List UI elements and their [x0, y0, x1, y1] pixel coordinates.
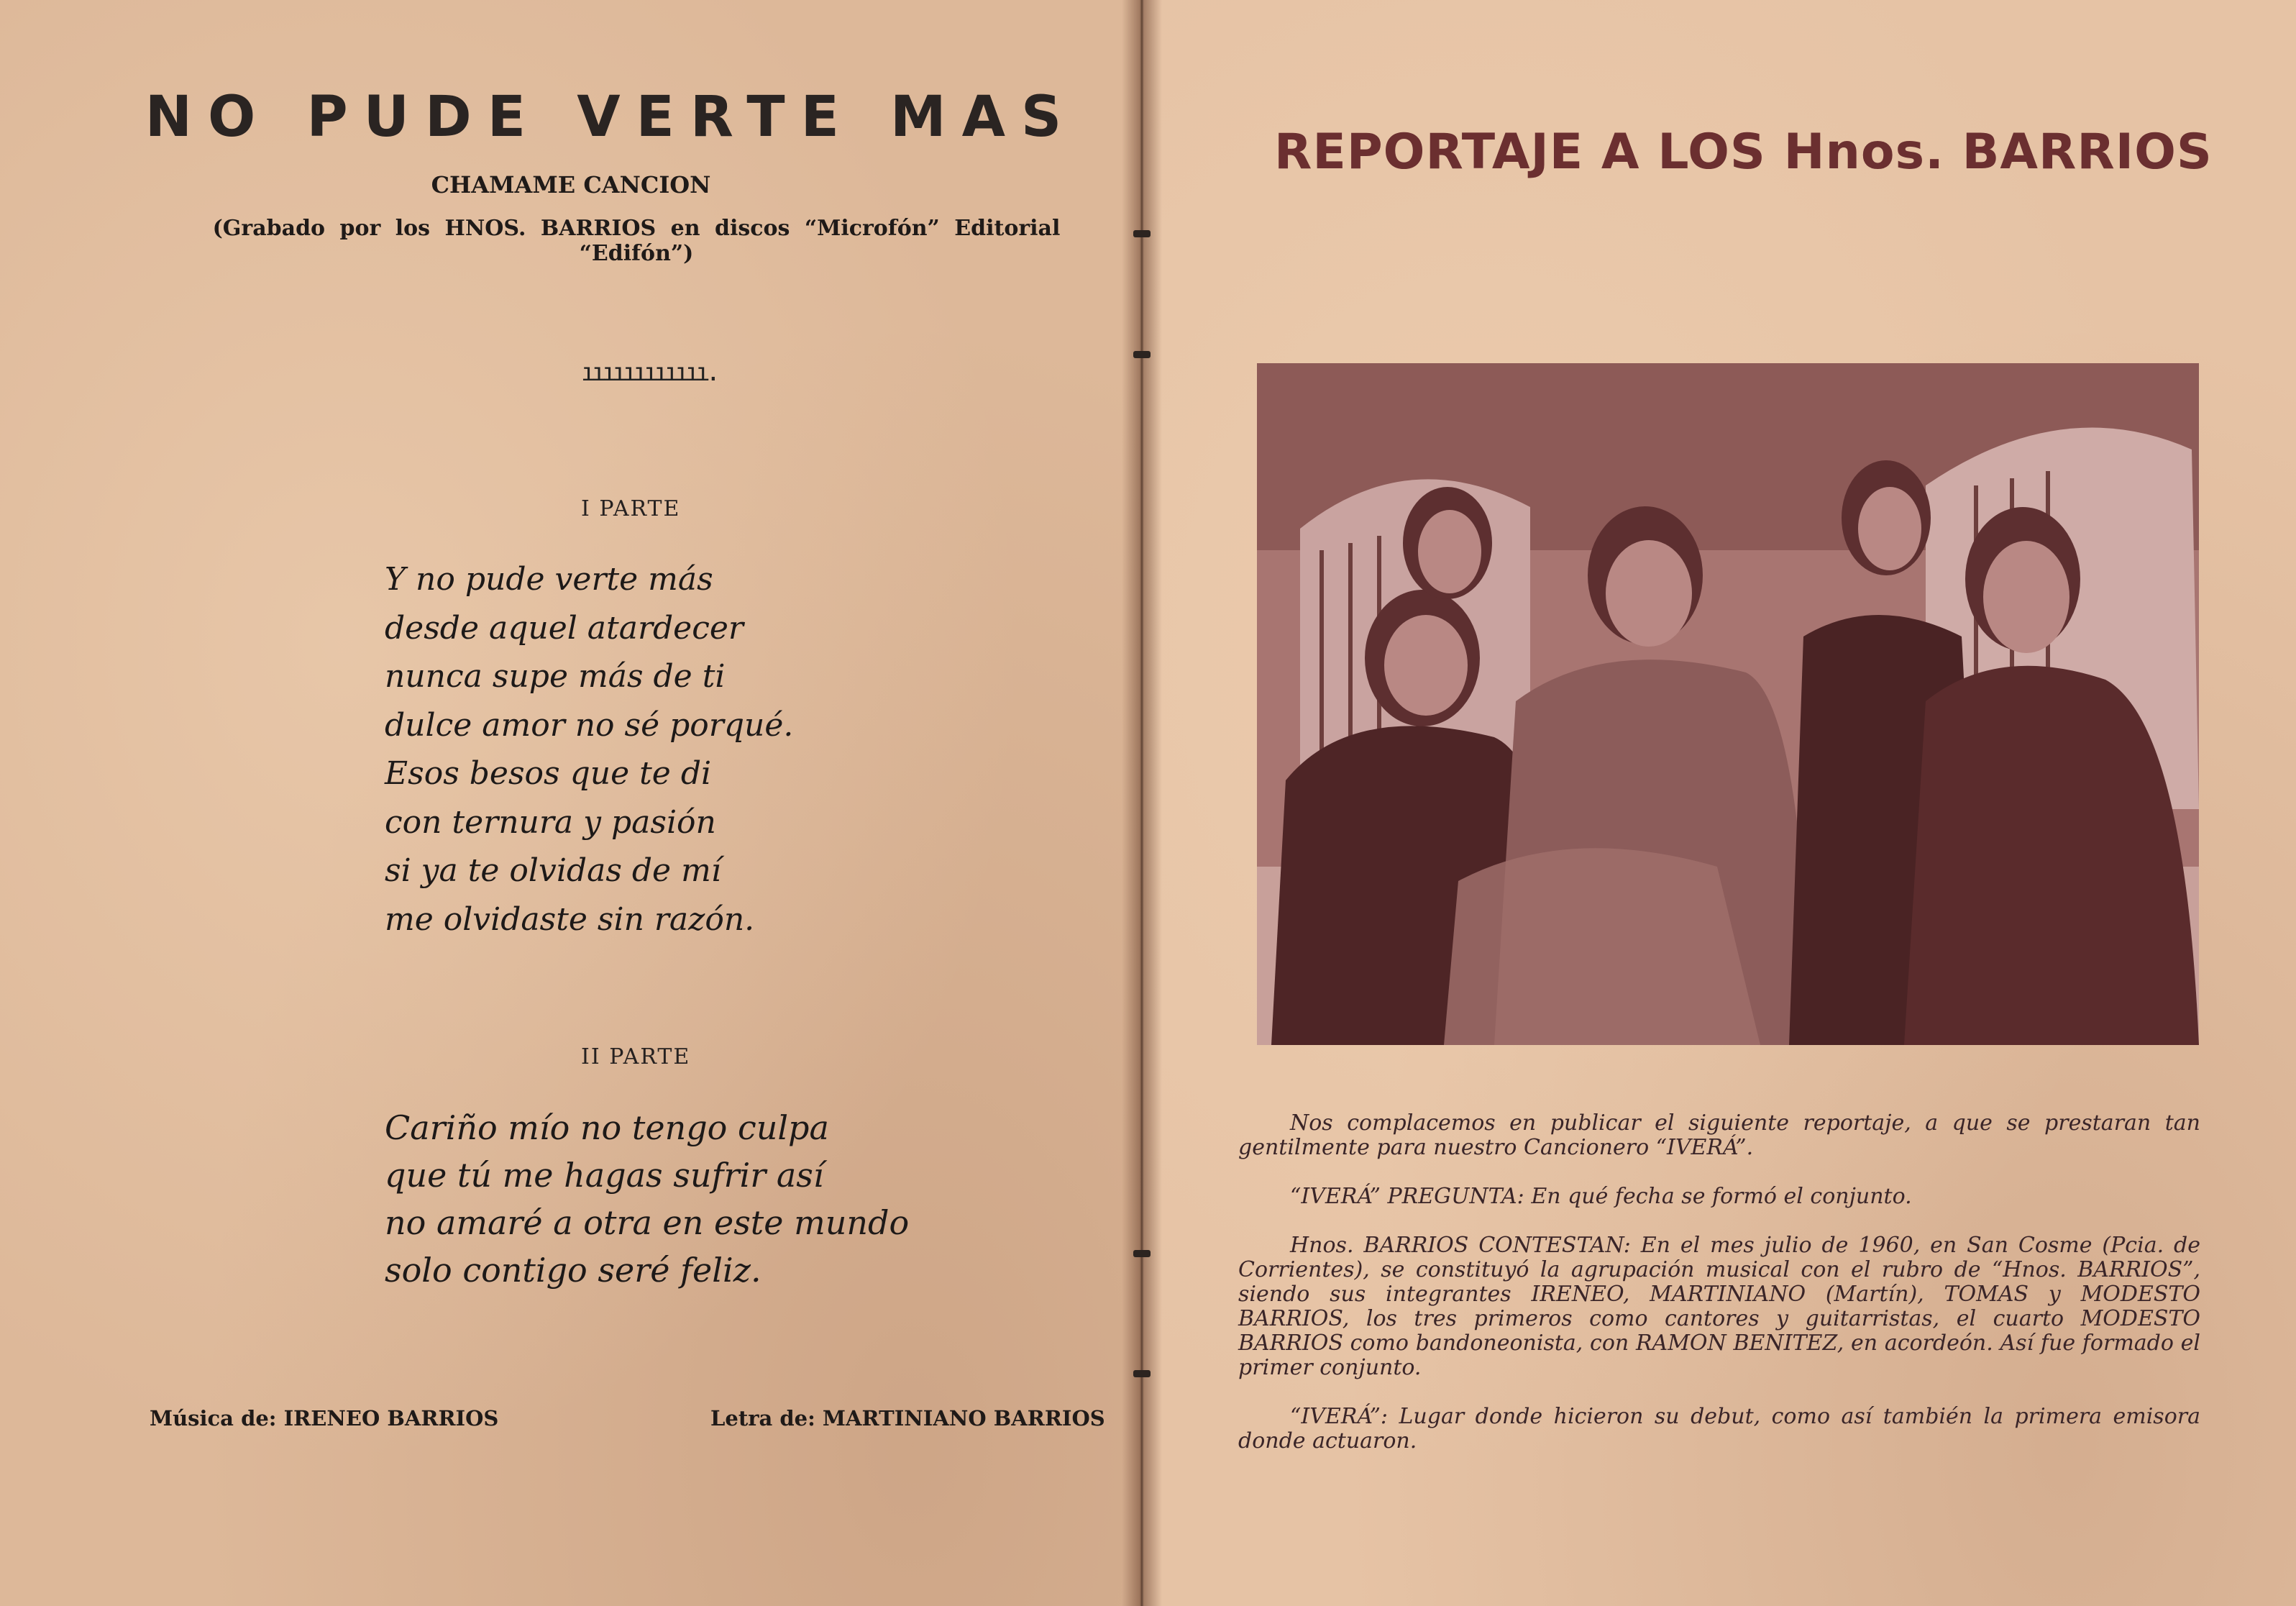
verse-part-1	[385, 555, 793, 944]
band-photo	[1257, 363, 2199, 1045]
left-page	[0, 0, 1142, 1606]
verse-part-2	[385, 1104, 909, 1294]
article-paragraph: “IVERÁ” PREGUNTA: En qué fecha se formó el conjunto.	[1290, 1184, 1912, 1209]
verse-line: me olvidaste sin razón.	[385, 900, 755, 938]
song-genre: CHAMAME CANCION	[431, 171, 711, 199]
article-paragraph: Hnos. BARRIOS CONTESTAN: En el mes julio de 1960, en San Cosme (Pcia. de Corrientes), se constituyó la agrupación musical con el rubro de “Hnos. BARRIOS”, siendo sus integrantes IRENEO, MARTINIANO (Martín), TOMAS y MODESTO BARRIOS, los tres primeros como cantores y guitarristas, el cuarto MODESTO BARRIOS como bandoneonista, con RAMON BENITEZ, en acordeón. Así fue formado el primer conjunto.	[1238, 1233, 2200, 1380]
verse-line: nunca supe más de ti	[385, 658, 726, 695]
binding-stitch	[1133, 1250, 1151, 1257]
verse-line: que tú me hagas sufrir así	[385, 1156, 824, 1195]
article-paragraph: Nos complacemos en publicar el siguiente reportaje, a que se prestaran tan gentilmente para nuestro Cancionero “IVERÁ”.	[1238, 1110, 2200, 1160]
book-spine	[1122, 0, 1162, 1606]
music-credit: Música de: IRENEO BARRIOS	[150, 1406, 499, 1431]
verse-line: Esos besos que te di	[385, 755, 712, 792]
part-2-heading: II PARTE	[581, 1044, 691, 1069]
article-text	[1238, 1111, 2200, 1478]
recording-credit: (Grabado por los HNOS. BARRIOS en discos “Microfón” Editorial “Edifón”)	[212, 216, 1061, 266]
verse-line: no amaré a otra en este mundo	[385, 1203, 910, 1242]
verse-line: Y no pude verte más	[385, 561, 713, 598]
binding-stitch	[1133, 351, 1151, 358]
binding-stitch	[1133, 230, 1151, 237]
part-1-heading: I PARTE	[581, 496, 681, 521]
report-title: REPORTAJE A LOS Hnos. BARRIOS	[1274, 124, 2213, 181]
verse-line: desde aquel atardecer	[385, 609, 744, 647]
binding-stitch	[1133, 1370, 1151, 1377]
verse-line: solo contigo seré feliz.	[385, 1251, 761, 1290]
divider-ornament: ıııııııııııı.	[581, 358, 717, 387]
lyrics-credit: Letra de: MARTINIANO BARRIOS	[710, 1406, 1105, 1431]
verse-line: Cariño mío no tengo culpa	[385, 1108, 829, 1147]
verse-line: dulce amor no sé porqué.	[385, 706, 794, 744]
verse-line: con ternura y pasión	[385, 803, 716, 841]
verse-line: si ya te olvidas de mí	[385, 852, 721, 889]
song-title: NO PUDE VERTE MAS	[145, 85, 1078, 150]
article-paragraph: “IVERÁ”: Lugar donde hicieron su debut, como así también la primera emisora donde actuaron.	[1238, 1404, 2200, 1454]
